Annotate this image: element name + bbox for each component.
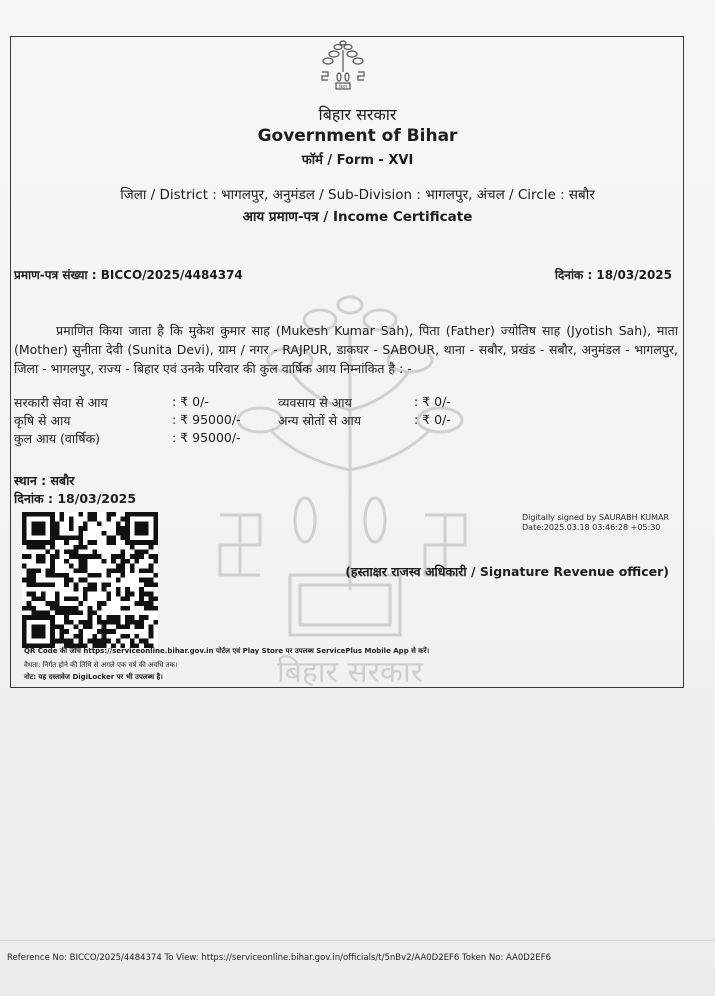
certificate-date: दिनांक : 18/03/2025 [554,268,672,282]
district-line: जिला / District : भागलपुर, अनुमंडल / Sub-Division : भागलपुर, अंचल / Circle : सबौर [120,187,595,203]
certificate-statement: प्रमाणित किया जाता है कि मुकेश कुमार साह (Mukesh Kumar Sah), पिता (Father) ज्योतिष साह (Jyotish Sah), माता (Mother) सुनीता देवी (Sunita Devi), ग्राम / नगर - RAJPUR, डाकघर - SABOUR, थाना - सबौर, प्रखंड - सबौर, अनुमंडल - भागलपुर, जिला - भागलपुर, राज्य - बिहार एवं उनके परिवार की कुल वार्षिक आय निम्नांकित है : - [14,323,678,376]
qr-verification-note: QR Code की जाँच https://serviceonline.bihar.gov.in पोर्टल एवं Play Store पर उपलब्ध ServicePlus Mobile App से करें। [24,647,430,655]
certificate-number: प्रमाण-पत्र संख्या : BICCO/2025/4484374 [14,268,243,282]
issue-date: दिनांक : 18/03/2025 [14,491,137,506]
emblem-label: बिहार [338,84,348,89]
government-title: Government of Bihar [257,126,458,146]
watermark-text: बिहार सरकार [276,655,424,690]
income-label-agriculture: कृषि से आय [14,413,71,428]
digilocker-note: नोट: यह दस्तावेज DigiLocker पर भी उपलब्ध है। [24,673,163,681]
income-label-total: कुल आय (वार्षिक) [14,431,101,446]
income-label-business: व्यवसाय से आय [278,395,352,410]
income-value-total: : ₹ 95000/- [172,430,241,445]
validity-note: वैधता: निर्गत होने की तिथि से अगले एक वर्ष की अवधि तक। [24,661,178,669]
income-value-govt: : ₹ 0/- [172,394,209,409]
income-value-agriculture: : ₹ 95000/- [172,412,241,427]
digital-signature-name: Digitally signed by SAURABH KUMAR [522,513,670,522]
income-value-business: : ₹ 0/- [414,394,451,409]
footer-reference: Reference No: BICCO/2025/4484374 To View: https://serviceonline.bihar.gov.in/officials/t/5nBv2/AA0D2EF6 Token No: AA0D2EF6 [7,953,551,963]
digital-signature-date: Date:2025.03.18 03:46:28 +05:30 [522,523,661,532]
income-value-other: : ₹ 0/- [414,412,451,427]
government-title-hindi: बिहार सरकार [318,105,397,124]
income-label-govt: सरकारी सेवा से आय [14,395,108,410]
issue-place: स्थान : सबौर [14,473,75,488]
qr-code [22,512,158,648]
signature-label: (हस्ताक्षर राजस्व अधिकारी / Signature Revenue officer) [345,564,669,579]
income-label-other: अन्य स्रोतों से आय [278,413,362,428]
footer-divider [0,940,715,941]
bihar-emblem-icon [312,38,374,100]
form-number: फॉर्म / Form - XVI [301,153,414,168]
certificate-title: आय प्रमाण-पत्र / Income Certificate [242,209,473,225]
